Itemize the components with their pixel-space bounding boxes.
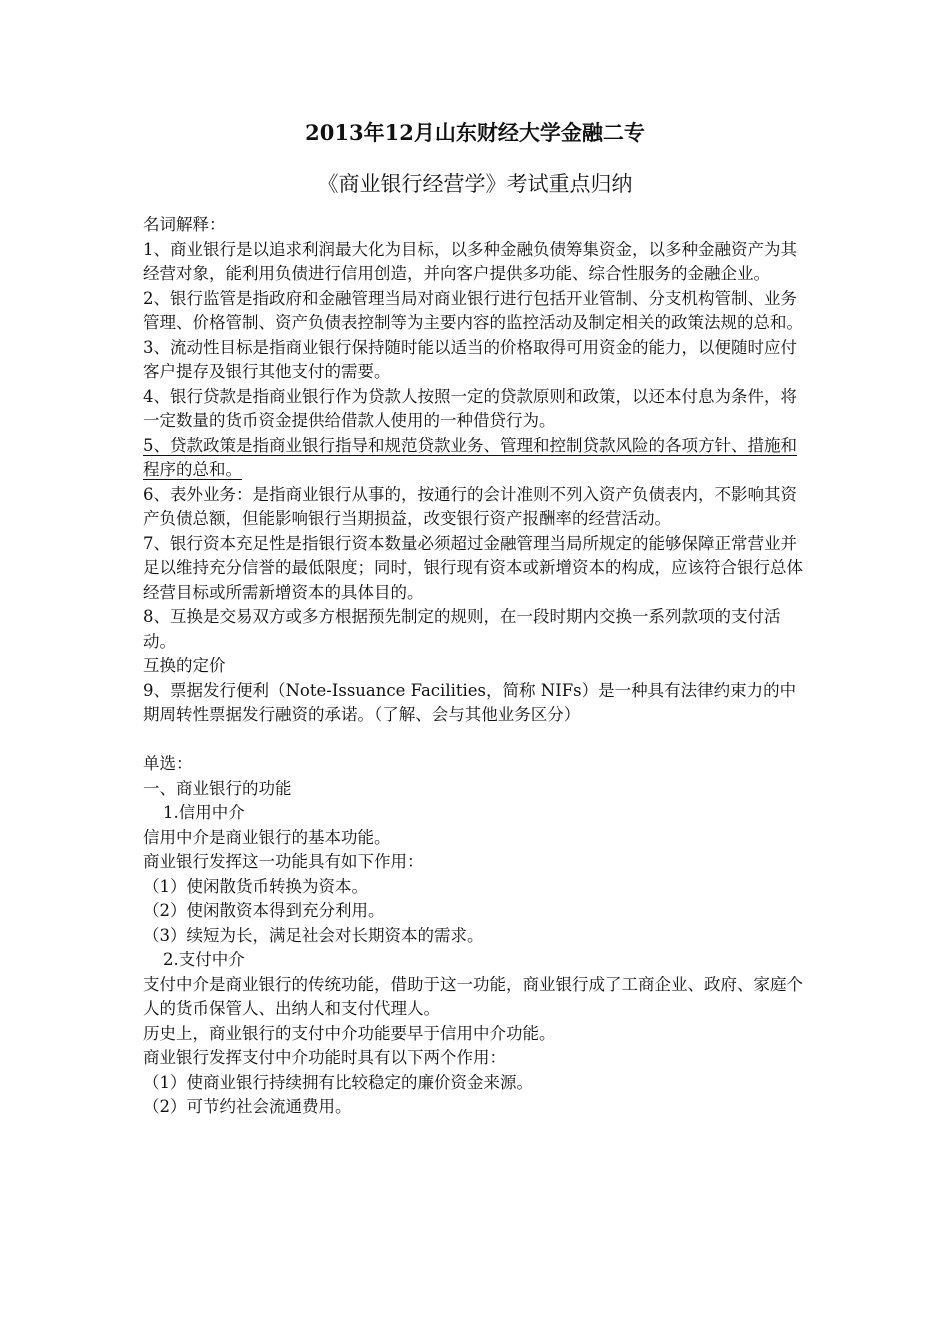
payment-line-2: 历史上，商业银行的支付中介功能要早于信用中介功能。 <box>143 1023 556 1043</box>
term-definition-5: 5、贷款政策是指商业银行指导和规范贷款业务、管理和控制贷款风险的各项方针、措施和程序的总和。 <box>143 435 797 479</box>
document-title: 2013年12月山东财经大学金融二专 <box>305 120 645 145</box>
section-heading-single-choice: 单选： <box>143 754 193 773</box>
payment-line-4: （1）使商业银行持续拥有比较稳定的廉价资金来源。 <box>143 1072 533 1092</box>
credit-line-4: （2）使闲散资本得到充分利用。 <box>143 901 385 920</box>
document-subtitle: 《商业银行经营学》考试重点归纳 <box>317 172 633 196</box>
term-definition-4: 4、银行贷款是指商业银行作为贷款人按照一定的贷款原则和政策，以还本付息为条件，将一定数量的货币资金提供给借款人使用的一种借贷行为。 <box>143 386 797 430</box>
swap-pricing-line: 互换的定价 <box>143 656 226 675</box>
term-definition-6: 6、表外业务：是指商业银行从事的，按通行的会计准则不列入资产负债表内，不影响其资产负债总额，但能影响银行当期损益，改变银行资产报酬率的经营活动。 <box>143 484 797 528</box>
payment-line-3: 商业银行发挥支付中介功能时具有以下两个作用： <box>143 1048 506 1067</box>
credit-line-3: （1）使闲散货币转换为资本。 <box>143 876 368 896</box>
item-title-payment: 2.支付中介 <box>163 950 245 969</box>
payment-line-5: （2）可节约社会流通费用。 <box>143 1097 352 1116</box>
credit-line-5: （3）续短为长，满足社会对长期资本的需求。 <box>143 925 484 945</box>
blank-line <box>143 728 811 753</box>
term-definition-9: 9、票据发行便利（Note-Issuance Facilities，简称 NIFs）是一种具有法律约束力的中期周转性票据发行融资的承诺。（了解、会与其他业务区分） <box>143 680 797 724</box>
document-body <box>143 213 811 1120</box>
subsection-title: 一、商业银行的功能 <box>143 778 292 798</box>
term-definition-7: 7、银行资本充足性是指银行资本数量必须超过金融管理当局所规定的能够保障正常营业并足以维持充分信誉的最低限度；同时，银行现有资本或新增资本的构成，应该符合银行总体经营目标或所需新增资本的具体目的。 <box>143 533 803 602</box>
credit-line-2: 商业银行发挥这一功能具有如下作用： <box>143 852 424 871</box>
term-definition-8: 8、互换是交易双方或多方根据预先制定的规则，在一段时期内交换一系列款项的支付活动。 <box>143 607 781 651</box>
term-definition-3: 3、流动性目标是指商业银行保持随时能以适当的价格取得可用资金的能力，以便随时应付客户提存及银行其他支付的需要。 <box>143 337 797 381</box>
section-heading-terms: 名词解释： <box>143 215 226 234</box>
credit-line-1: 信用中介是商业银行的基本功能。 <box>143 827 391 847</box>
term-definition-1: 1、商业银行是以追求利润最大化为目标，以多种金融负债筹集资金，以多种金融资产为其经营对象，能利用负债进行信用创造，并向客户提供多功能、综合性服务的金融企业。 <box>143 239 797 283</box>
term-definition-2: 2、银行监管是指政府和金融管理当局对商业银行进行包括开业管制、分支机构管制、业务管理、价格管制、资产负债表控制等为主要内容的监控活动及制定相关的政策法规的总和。 <box>143 288 803 332</box>
item-title-credit: 1.信用中介 <box>163 803 245 822</box>
payment-line-1: 支付中介是商业银行的传统功能，借助于这一功能，商业银行成了工商企业、政府、家庭个人的货币保管人、出纳人和支付代理人。 <box>143 974 803 1018</box>
